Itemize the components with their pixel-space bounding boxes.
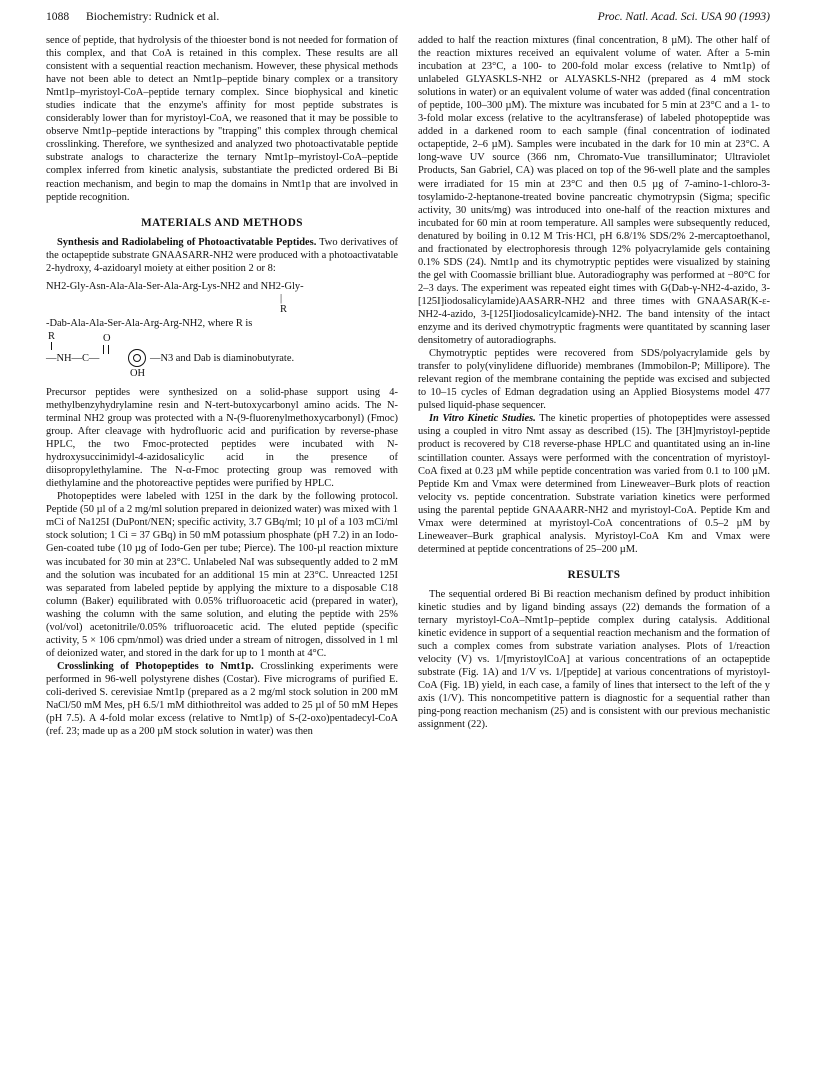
crosslinking-continued: added to half the reaction mixtures (final concentration, 8 µM). The other half of the reaction mixtures received an equivalent volume of water. After a 5-min incubation at 23°C, a 100- to 200-fold molar excess (relative to Nmt1p) of unlabeled GLYASKLS-NH2 or ALYASKLS-NH2 (prepared as 4 mM stock solutions in water) or an equivalent volume of water was added (final concentration of peptide, 100–300 µM). The mixture was incubated for 5 min at 23°C and a 1- to 3-fold molar excess (relative to the acyltransferase) of labeled photopeptide was added in a darkened room to each sample (final concentration of iodinated octapeptide, 2–6 µM). Samples were incubated in the dark for 10 min at 23°C. A long-wave UV source (366 nm, Chromato-Vue transilluminator; Ultraviolet Products, San Gabriel, CA) was placed on top of the 96-well plate and the samples were irradiated for 15 min at 23°C and then 0.5 µg of 7-amino-1-chloro-3-tosylamido-2-heptanone-treated bovine pancreatic chymotrypsin (Sigma; specific activity, 30 units/mg) was introduced into one-half of the reaction mixtures and incubated for 60 min at room temperature. All samples were subsequently reduced, denatured by boiling in 0.12 M Tris·HCl, pH 6.8/1% SDS/2% 2-mercaptoethanol, and fractionated by electrophoresis through 12% polyacrylamide gels containing 0.1% SDS (24). Nmt1p and its chymotryptic peptides were visualized by staining the gel with Coomassie brilliant blue. Autoradiography was performed at −80°C for 2–3 days. The experiment was repeated eight times with G(Dab-γ-NH2-4-azido, 3-[125I]iodosalicylamide)AASARR-NH2 and three times with GNAASAR(K-ε-NH2-4-azido, 3-[125I]iodosalicylcamide)-NH2. The band intensity of the intact enzyme and its derived chymotryptic fragments were quantitated by scanning laser densitometry of autoradiographs. (418, 35, 770, 347)
kinetics-paragraph (418, 412, 770, 556)
hydroxyl-group: OH (130, 367, 146, 379)
double-bond (103, 345, 109, 354)
running-header (46, 10, 770, 28)
structure-r-label: R (48, 330, 55, 342)
azide-caption: —N3 and Dab is diaminobutyrate. (150, 352, 295, 364)
crosslinking-text: Crosslinking experiments were performed in 96-well polystyrene dishes (Costar). Five micrograms of purified E. coli-derived S. cerevisiae Nmt1p (prepared as a 2 mg/ml stock solution in 200 mM NaCl/50 mM Mes, pH 6.5/1 mM dithiothreitol was added to 25 µl of 50 mM Hepes (pH 7.5). A 4-fold molar excess (relative to Nmt1p) of S-(2-oxo)pentadecyl-CoA (ref. 23; made up as a 200 µM stock solution in water) was then (46, 660, 398, 738)
synthesis-text: Two derivatives of the octapeptide substrate GNAASARR-NH2 were produced with a photoactivatable 2-hydroxy, 4-azidoaryl moiety at either position 2 or 8: (46, 236, 399, 274)
r-substituent-mark: | R (280, 292, 287, 315)
synthesis-heading: Synthesis and Radiolabeling of Photoactivatable Peptides. (57, 236, 317, 248)
crosslinking-heading: Crosslinking of Photopeptides to Nmt1p. (57, 660, 254, 672)
labeling-paragraph: Photopeptides were labeled with 125I in the dark by the following protocol. Peptide (50 µl of a 2 mg/ml solution prepared in deionized water) was mixed with 1 mCi of Na125I (DuPont/NEN; specific activity, 3.7 GBq/ml; 10 µl of a 103 mCi/ml stock solution; 1 Ci = 37 GBq) in 50 mM potassium phosphate (pH 7.2) in an Iodo-Gen-coated tube (10 µg of Iodo-Gen per tube; Pierce). The 100-µl reaction mixture was incubated for 30 min at 23°C. Unlabeled NaI was subsequently added to 2 mM and the solution was incubated for an additional 15 min at 23°C. Unreacted 125I was separated from labeled peptide by applying the mixture to a disposable C18 column (Baker) equilibrated with 0.05% trifluoroacetic acid (prepared in water), washing the column with the same solution, and eluting the peptide with 25% (vol/vol) acetonitrile/0.05% trifluoroacetic acid. The eluted peptide (specific activity, 5 × 106 cpm/nmol) was dried under a stream of nitrogen, dissolved in 1 ml of deionized water, and stored in the dark for up to 1 month at 4°C. (46, 491, 398, 659)
kinetics-heading: In Vitro Kinetic Studies. (429, 413, 536, 425)
results-paragraph: The sequential ordered Bi Bi reaction mechanism defined by product inhibition kinetic studies and by ligand binding assays (22) demands the formation of a ternary myristoyl-CoA–Nmt1p–peptide complex during catalysis. Additional kinetic evidence in support of a sequential reaction mechanism and the formation of such a complex comes from substrate variation analyses. Plots of 1/reaction velocity (V) vs. 1/[myristoylCoA] at various concentrations of an octapeptide substrate (Fig. 1A) and 1/V vs. 1/[peptide] at various concentrations of myristoyl-CoA (Fig. 1B) yield, in each case, a family of lines that intersect to the left of the y axis (1/V). This noncompetitive pattern is diagnostic for a sequential rather than ping-pong reaction mechanism (25) and is consistent with our previous mechanistic assignment (22). (418, 588, 770, 731)
left-column (46, 34, 398, 738)
chymotryptic-paragraph: Chymotryptic peptides were recovered from SDS/polyacrylamide gels by transfer to poly(vinylidene difluoride) membranes (Immobilon-P; Millipore). The relevant region of the membrane containing the peptide was excised and subjected to 10–15 cycles of Edman degradation using an Applied Biosystems model 477 pulsed liquid-phase sequencer. (418, 348, 770, 412)
results-heading: RESULTS (567, 568, 621, 581)
benzene-ring (128, 349, 146, 367)
intro-paragraph: sence of peptide, that hydrolysis of the thioester bond is not needed for formation of this complex, and that CoA is retained in this complex. These results are all consistent with a sequential reaction mechanism. However, these physical methods have not been able to detect an Nmt1p–peptide binary complex or a transitory Nmt1p–myristoyl-CoA–peptide ternary complex. Since biophysical and kinetic studies indicate that the enzyme's affinity for most peptide substrates is considerably lower than for myristoyl-CoA, we reasoned that it may be possible to observe Nmt1p–peptide interactions by "trapping" this complex through chemical crosslinking. Therefore, we synthesized and analyzed two photoactivatable peptide substrate analogs to characterize the ternary Nmt1p–myristoyl-CoA–peptide complex inferred from kinetic analysis, substantiate the predicted ordered Bi Bi reaction mechanism, and begin to map the domains in Nmt1p that are involved in peptide recognition. (46, 35, 398, 203)
journal-section: Biochemistry: Rudnick et al. (86, 10, 220, 23)
carbonyl-oxygen: O (103, 332, 111, 344)
amide-group: —NH—C— (46, 352, 100, 364)
journal-reference: Proc. Natl. Acad. Sci. USA 90 (1993) (597, 10, 770, 23)
r-label: R (280, 303, 287, 315)
page-number: 1088 (46, 10, 70, 23)
precursor-paragraph: Precursor peptides were synthesized on a solid-phase support using 4-methylbenzyhydrylamine resin and N-tert-butoxycarbonyl amino acids. The N-terminal NH2 group was protected with a N-(9-fluorenylmethoxycarbonyl) (Fmoc) group. After cleavage with hydrofluoric acid and purification by reverse-phase HPLC, the two Fmoc-protected peptides were incubated with N-hydroxysuccinimidyl-4-azidosalicylic acid in the presence of diisopropylethylamine. The N-α-Fmoc protecting group was removed with diethylamine and the photoreactive peptides were purified by HPLC. (46, 386, 398, 490)
kinetics-text: The kinetic properties of photopeptides were assessed using a coupled in vitro Nmt assay as described (15). The [3H]myristoyl-peptide product is recovered by C18 reverse-phase HPLC and quantitated using an in-line scintillation counter. Assays were performed with the concentration of myristoyl-CoA fixed at 0.23 µM while peptide concentration was varied from 0.1 to 100 µM. Peptide Km and Vmax were determined from Lineweaver–Burk plots of reaction velocity vs. peptide concentration. Substrate variation kinetics were performed using the parental peptide GNAAARR-NH2 and myristoyl-CoA. Peptide Km and Vmax were determined at myristoyl-CoA concentrations of 0.5–2 µM by Lineweaver–Burk graphical analysis. Myristoyl-CoA Km and Vmax were determined at peptide concentrations of 25–200 µM. (418, 413, 771, 555)
peptide-sequence-2: -Dab-Ala-Ala-Ser-Ala-Arg-Arg-NH2, where R is (46, 317, 253, 329)
right-column (418, 34, 770, 731)
crosslinking-paragraph (46, 660, 398, 738)
structure-bond (51, 342, 52, 350)
synthesis-paragraph (46, 236, 398, 275)
peptide-sequence-1: NH2-Gly-Asn-Ala-Ala-Ser-Ala-Arg-Lys-NH2 and NH2-Gly- (46, 280, 304, 292)
methods-heading: MATERIALS AND METHODS (141, 216, 303, 229)
azidosalicyl-structure (46, 332, 398, 382)
